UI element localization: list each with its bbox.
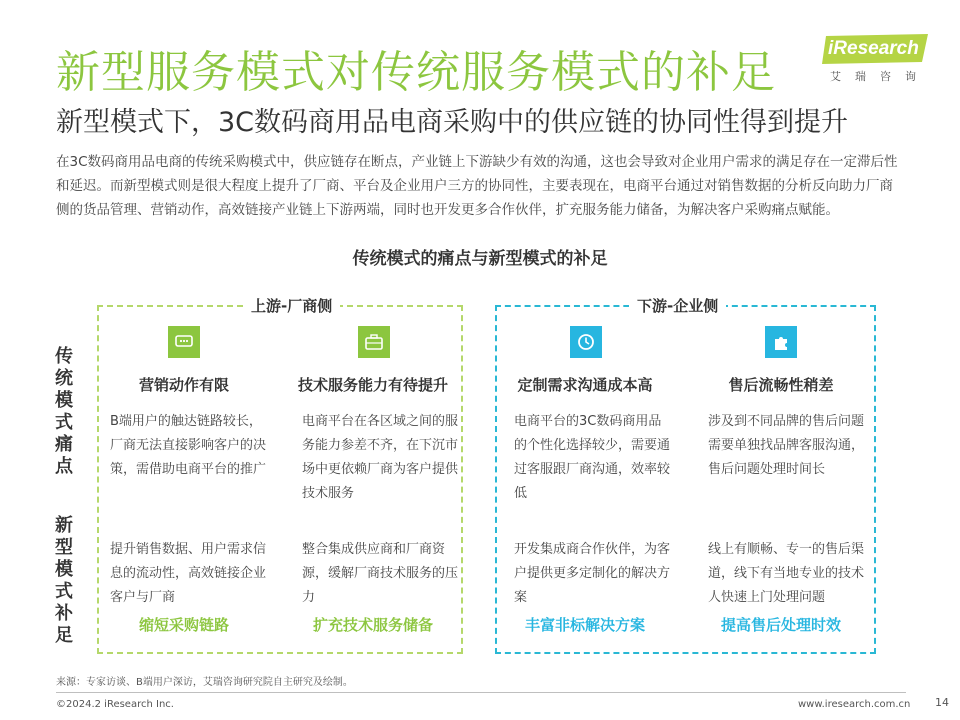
col1-outcome: 缩短采购链路 xyxy=(138,616,229,634)
col3-pain-text: 电商平台的3C数码商用品的个性化选择较少，需要通过客服跟厂商沟通，效率较低 xyxy=(514,414,671,501)
col3-heading: 定制需求沟通成本高 xyxy=(517,376,653,394)
col4-pain-text: 涉及到不同品牌的售后问题需要单独找品牌客服沟通，售后问题处理时间长 xyxy=(708,414,865,477)
row-label-supplement: 新型模式补足 xyxy=(55,515,73,646)
col4-heading: 售后流畅性稍差 xyxy=(728,376,834,394)
col2-outcome: 扩充技术服务储备 xyxy=(312,616,433,634)
col1-supplement-text: 提升销售数据、用户需求信息的流动性，高效链接企业客户与厂商 xyxy=(110,542,267,605)
briefcase-icon xyxy=(358,326,390,358)
upstream-label: 上游-厂商侧 xyxy=(243,295,340,316)
row-label-pain: 传统模式痛点 xyxy=(55,346,73,477)
site-link[interactable]: www.iresearch.com.cn xyxy=(798,699,911,710)
col4-supplement-text: 线上有顺畅、专一的售后渠道，线下有当地专业的技术人快速上门处理问题 xyxy=(708,542,865,605)
col3-supplement-text: 开发集成商合作伙伴，为客户提供更多定制化的解决方案 xyxy=(514,542,671,605)
page-subtitle: 新型模式下，3C数码商用品电商采购中的供应链的协同性得到提升 xyxy=(56,107,849,138)
puzzle-icon xyxy=(765,326,797,358)
downstream-label: 下游-企业侧 xyxy=(629,295,726,316)
col2-pain-text: 电商平台在各区域之间的服务能力参差不齐，在下沉市场中更依赖厂商为客户提供技术服务 xyxy=(302,414,459,501)
intro-paragraph: 在3C数码商用品电商的传统采购模式中，供应链存在断点，产业链上下游缺少有效的沟通，这也会导致对企业用户需求的满足存在一定滞后性和延迟。而新型模式则是很大程度上提升了厂商、平台及企业用户三方的协同性，主要表现在，电商平台通过对销售数据的分析反向助力厂商侧的货品管理、营销动作，高效链接产业链上下游两端，同时也开发更多合作伙伴，扩充服务能力储备，为解决客户采购痛点赋能。 xyxy=(56,154,898,218)
col4-outcome: 提高售后处理时效 xyxy=(720,616,841,634)
copyright: ©2024.2 iResearch Inc. xyxy=(56,699,174,710)
col1-heading: 营销动作有限 xyxy=(138,376,229,394)
col1-pain-text: B端用户的触达链路较长，厂商无法直接影响客户的决策，需借助电商平台的推广 xyxy=(110,414,267,477)
page-title: 新型服务模式对传统服务模式的补足 xyxy=(56,47,776,98)
clock-icon xyxy=(570,326,602,358)
footer-divider xyxy=(56,692,906,693)
col3-outcome: 丰富非标解决方案 xyxy=(524,616,645,634)
diagram-title: 传统模式的痛点与新型模式的补足 xyxy=(352,249,608,269)
logo-cn-text: 艾瑞咨询 xyxy=(830,70,930,83)
iresearch-logo xyxy=(822,34,934,84)
col2-supplement-text: 整合集成供应商和厂商资源，缓解厂商技术服务的压力 xyxy=(302,542,459,605)
chat-icon xyxy=(168,326,200,358)
col2-heading: 技术服务能力有待提升 xyxy=(297,376,448,394)
page-number: 14 xyxy=(935,696,949,709)
logo-wordmark: iResearch xyxy=(828,38,919,59)
source-note: 来源：专家访谈、B端用户深访，艾瑞咨询研究院自主研究及绘制。 xyxy=(56,677,353,688)
